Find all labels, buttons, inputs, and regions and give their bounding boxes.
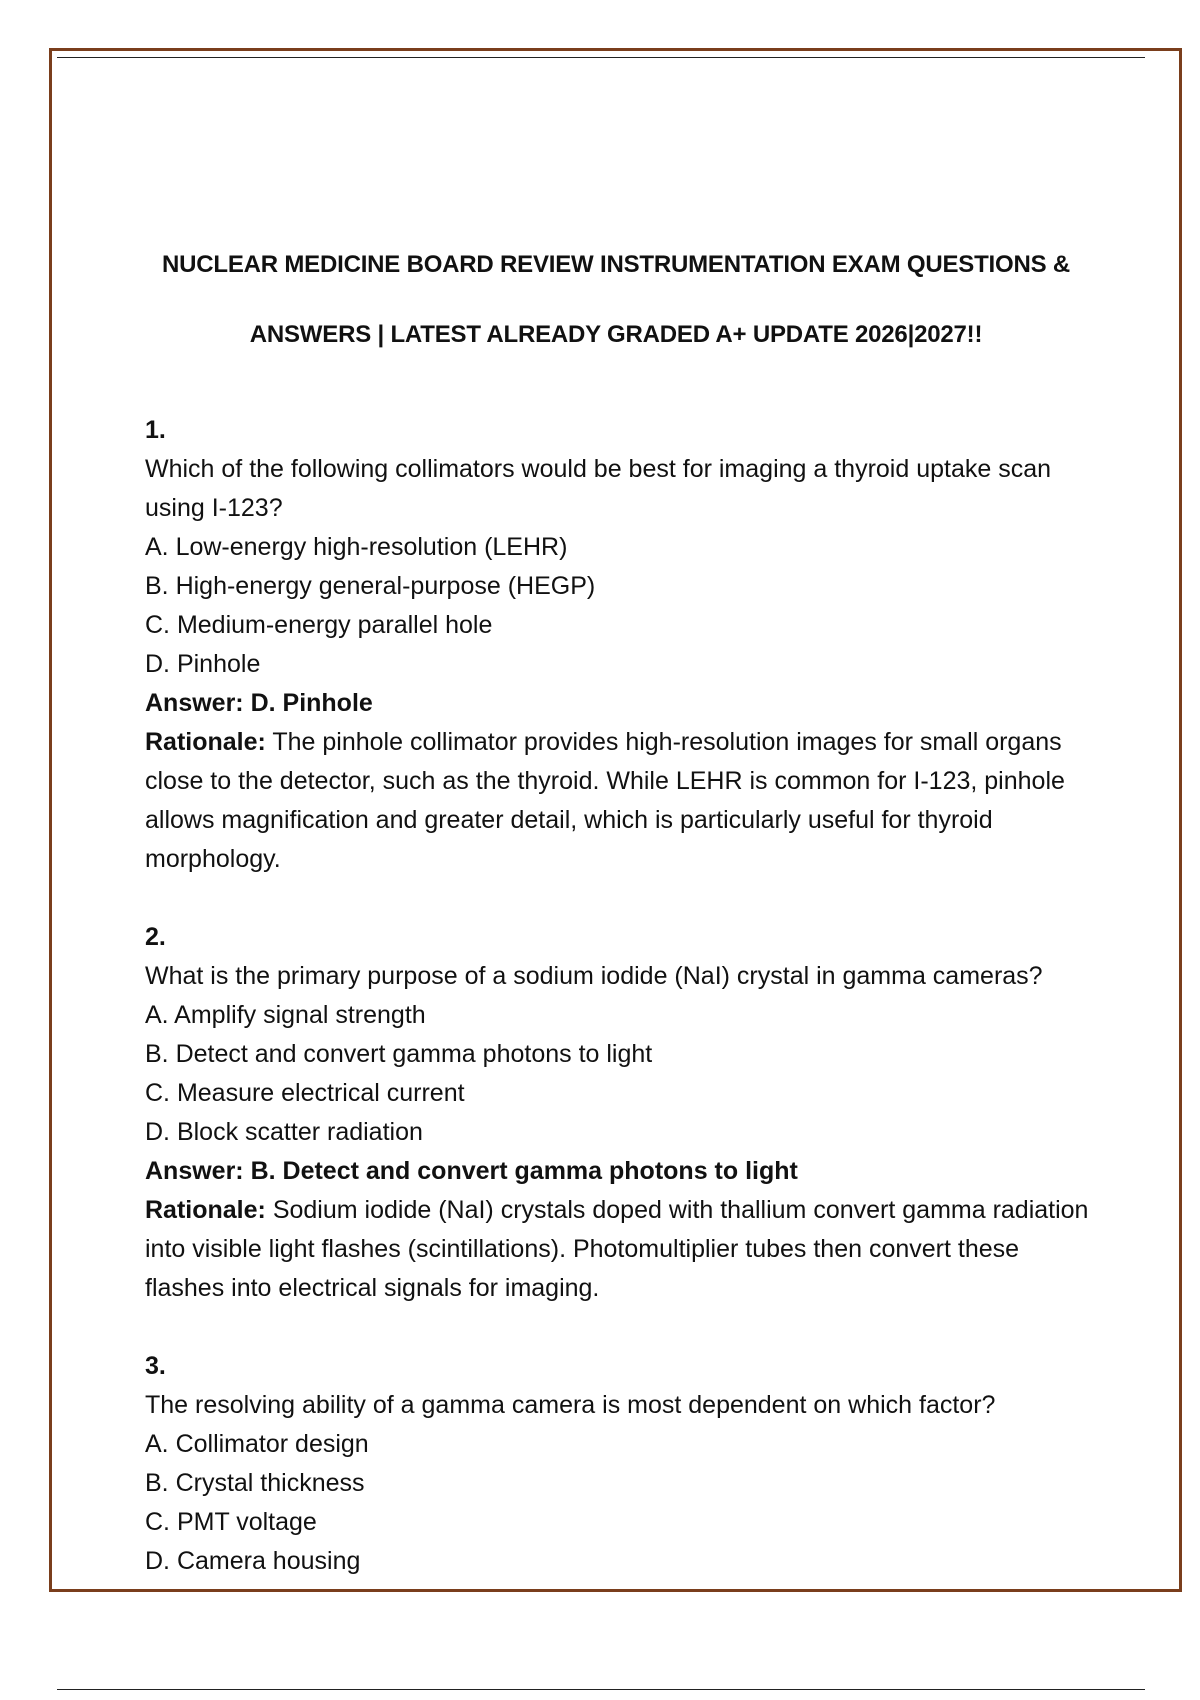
answer: Answer: D. Pinhole (145, 689, 373, 717)
option-d: D. Pinhole (145, 650, 261, 678)
question-list (145, 411, 1105, 1620)
document-title (110, 230, 1122, 370)
rationale-text: The pinhole collimator provides high-resolution images for small organs close to the detector, such as the thyroid. While LEHR is common for I-123, pinhole allows magnification and greater detail, which is particularly useful for thyroid morphology. (145, 728, 1065, 873)
rationale (145, 723, 1105, 879)
option-c: C. Medium-energy parallel hole (145, 611, 493, 639)
title-line-1: NUCLEAR MEDICINE BOARD REVIEW INSTRUMENTATION EXAM QUESTIONS & (161, 251, 1071, 278)
option-a: A. Amplify signal strength (145, 1001, 426, 1029)
rationale-text: Sodium iodide (NaI) crystals doped with thallium convert gamma radiation into visible light flashes (scintillations). Photomultiplier tubes then convert these flashes into electrical signals for imaging. (145, 1196, 1089, 1302)
rationale-label: Rationale: (145, 728, 266, 756)
option-c: C. PMT voltage (145, 1508, 317, 1536)
answer: Answer: B. Detect and convert gamma photons to light (145, 1157, 798, 1185)
title-line-2: ANSWERS | LATEST ALREADY GRADED A+ UPDATE 2026|2027!! (249, 321, 983, 348)
option-c: C. Measure electrical current (145, 1079, 465, 1107)
question-number: 3. (145, 1352, 166, 1380)
bottom-rule (57, 1689, 1145, 1690)
question-number: 2. (145, 923, 166, 951)
rationale (145, 1191, 1105, 1308)
question-2 (145, 918, 1105, 1308)
question-3 (145, 1347, 1105, 1581)
question-text: The resolving ability of a gamma camera is most dependent on which factor? (145, 1391, 996, 1419)
option-d: D. Camera housing (145, 1547, 361, 1575)
rationale-label: Rationale: (145, 1196, 266, 1224)
option-b: B. Detect and convert gamma photons to light (145, 1040, 653, 1068)
top-rule (57, 57, 1145, 58)
option-a: A. Low-energy high-resolution (LEHR) (145, 533, 568, 561)
question-text: Which of the following collimators would be best for imaging a thyroid uptake scan using I-123? (145, 455, 1052, 522)
option-d: D. Block scatter radiation (145, 1118, 423, 1146)
option-b: B. High-energy general-purpose (HEGP) (145, 572, 596, 600)
question-number: 1. (145, 416, 166, 444)
question-1 (145, 411, 1105, 879)
option-a: A. Collimator design (145, 1430, 369, 1458)
option-b: B. Crystal thickness (145, 1469, 365, 1497)
question-text: What is the primary purpose of a sodium iodide (NaI) crystal in gamma cameras? (145, 962, 1043, 990)
